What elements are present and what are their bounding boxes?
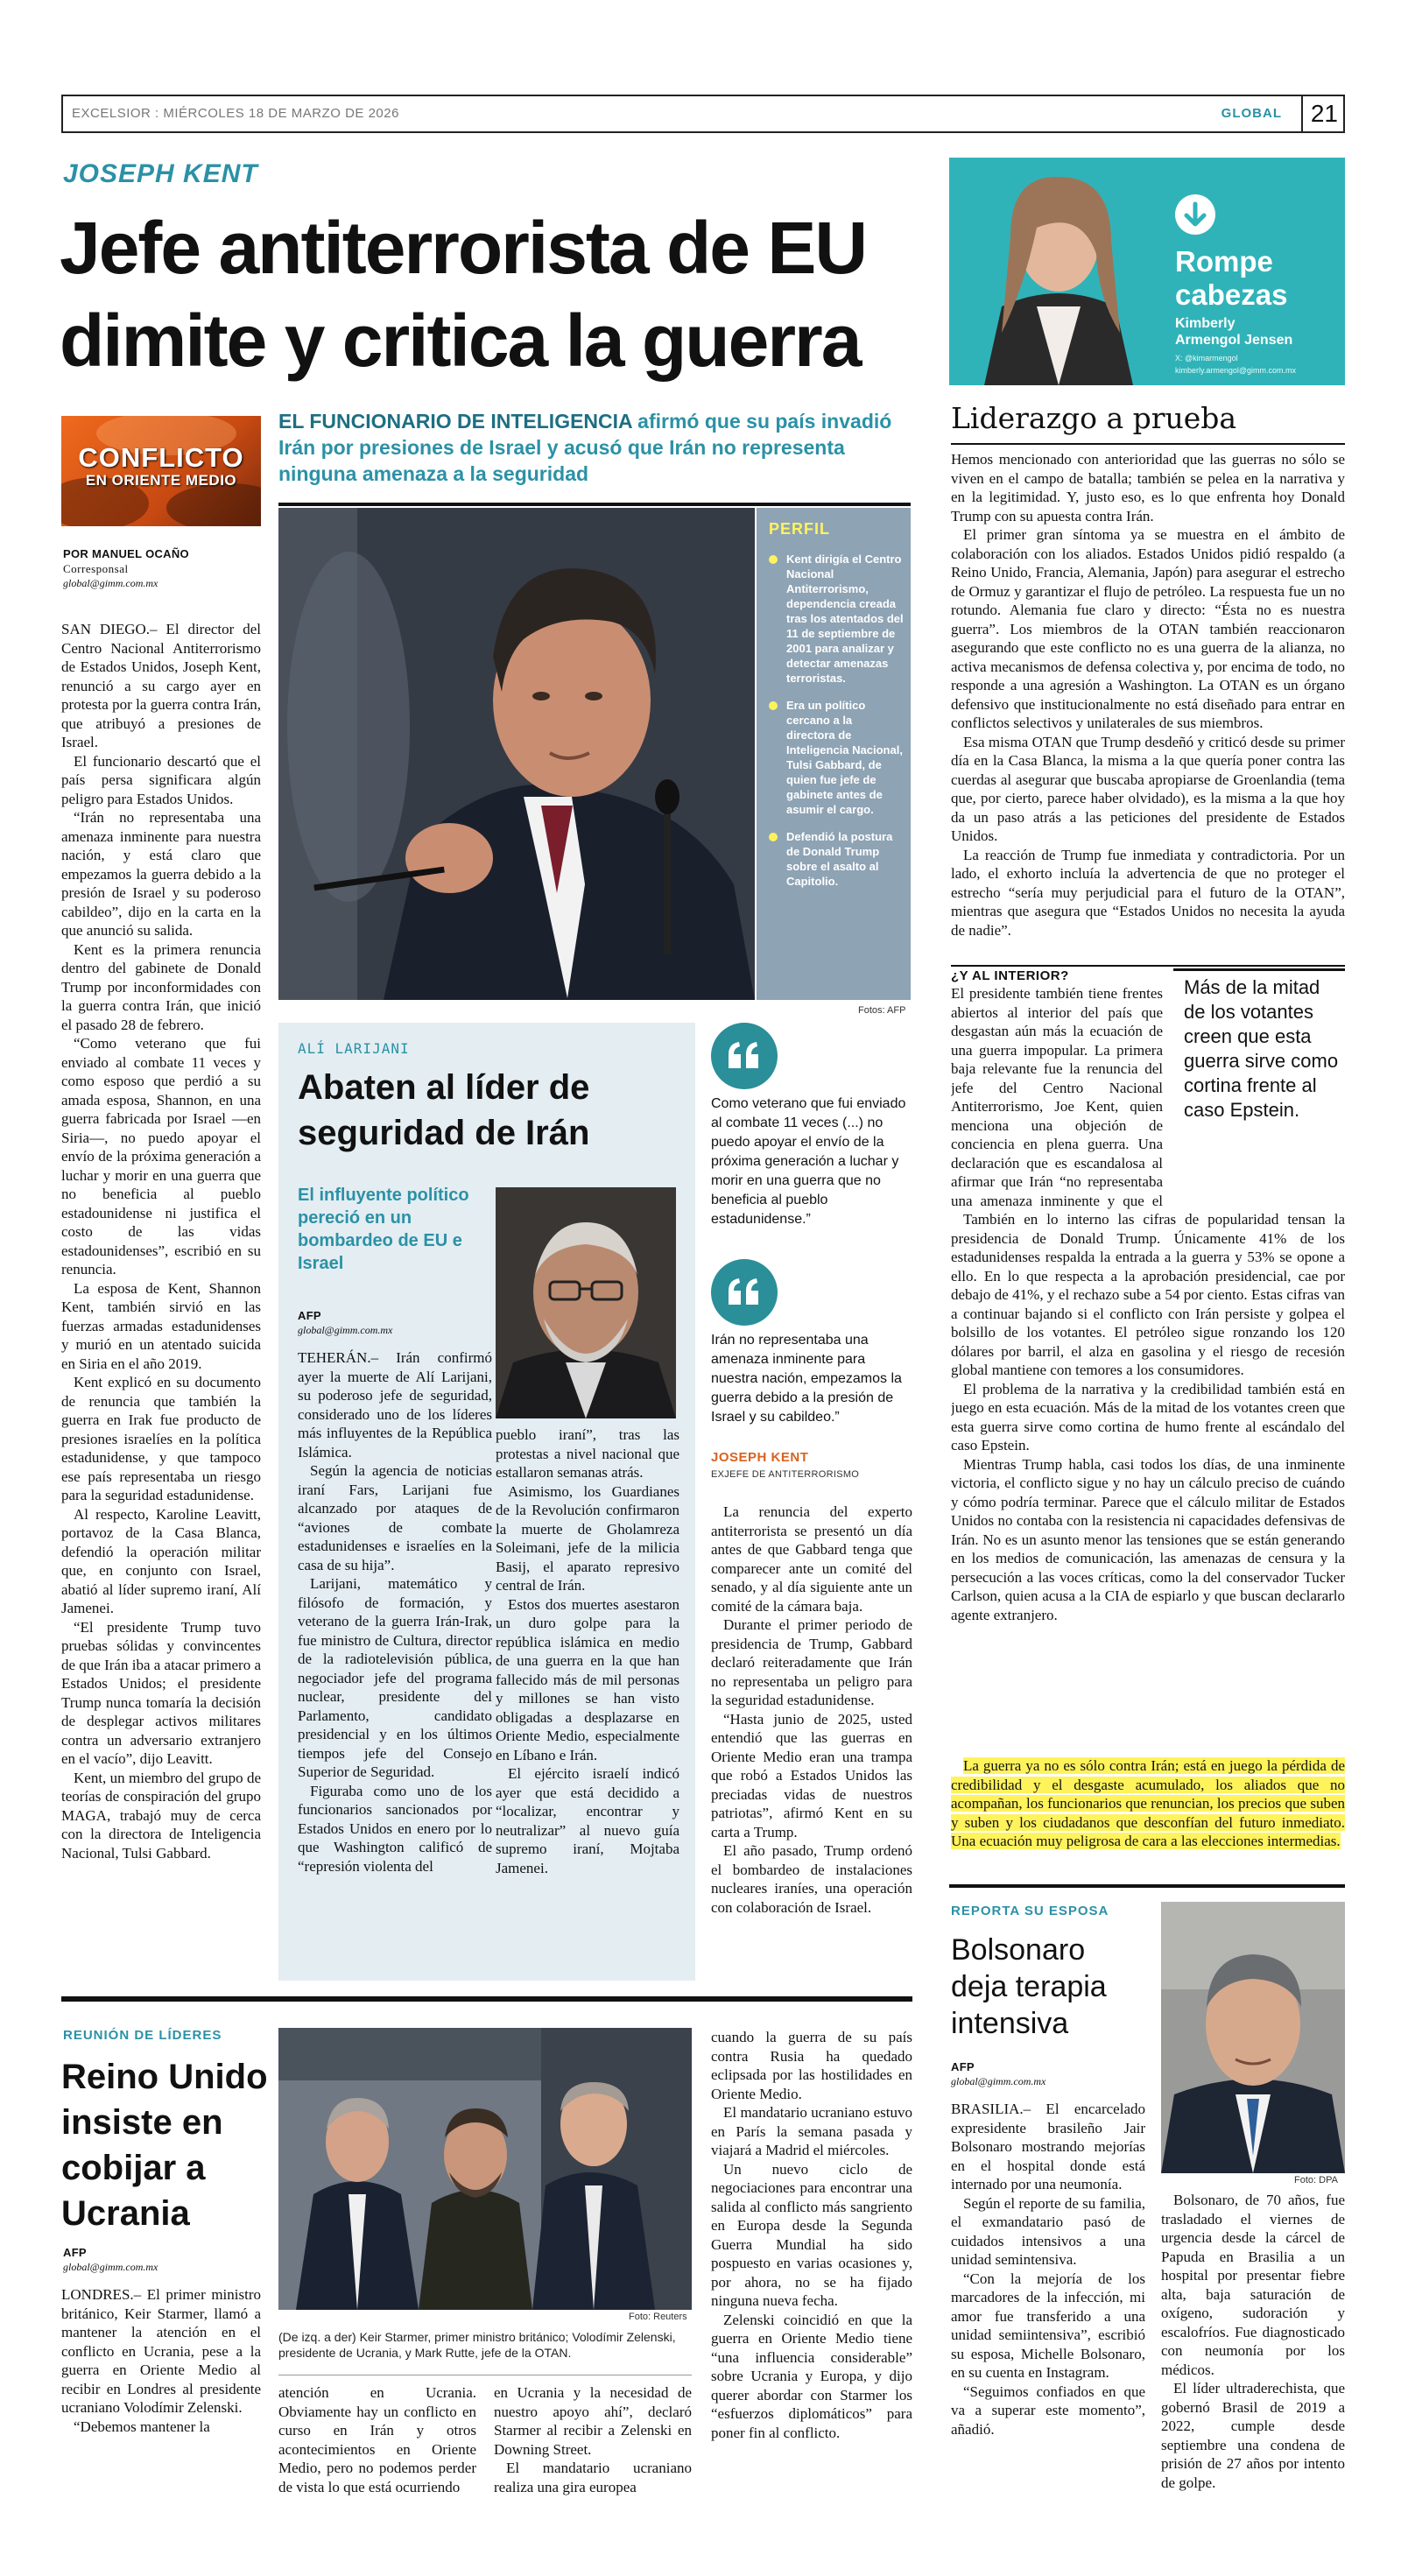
joseph-kent-photo bbox=[278, 508, 755, 1000]
larijani-kicker: ALÍ LARIJANI bbox=[298, 1040, 410, 1057]
bolsonaro-top-rule bbox=[949, 1884, 1345, 1888]
leaders-photo-credit: Foto: Reuters bbox=[629, 2312, 687, 2322]
main-headline-line1: Jefe antiterrorista de EU bbox=[60, 207, 867, 289]
bolsonaro-headline: Bolsonaro deja terapia intensiva bbox=[951, 1933, 1107, 2040]
profile-item: Era un político cercano a la directora de Inteligencia Nacional, Tulsi Gabbard, de quien fue jefe de gabinete antes de asumir el cargo. bbox=[769, 698, 904, 817]
main-subhead-rest: afirmó que su país invadió Irán por presiones de Israel y acusó que Irán no representa ninguna amenaza a la seguridad bbox=[278, 410, 892, 485]
main-photo-top-rule bbox=[278, 503, 911, 506]
main-headline-line2: dimite y critica la guerra bbox=[60, 299, 861, 382]
header-divider bbox=[1301, 96, 1303, 131]
quote-icon bbox=[711, 1023, 778, 1089]
profile-item: Kent dirigía el Centro Nacional Antiterrorismo, dependencia creada tras los atentados del 11 de septiembre de 2001 para analizar y detectar amenazas terroristas. bbox=[769, 552, 904, 686]
column-subhead-rule bbox=[951, 965, 1345, 967]
uk-col2: atención en Ucrania. Obviamente hay un conflicto en curso en Irán y otros acontecimientos en Oriente Medio, pero no podemos perder de vista lo que está ocurriendo bbox=[278, 2384, 476, 2495]
bolsonaro-col2: Bolsonaro, de 70 años, fue trasladado el viernes de urgencia desde la cárcel de Papuda en Brasilia a un hospital por presentar fiebre alta, baja saturación de oxígeno, sudoración y escalofríos. Fue diagnosticado con neumonía por los médicos. El líder ultraderechista, que gobernó Brasil de 2019 a 2022, cumple desde septiembre una condena de prisión de 27 años por intento de golpe. bbox=[1161, 2192, 1345, 2491]
larijani-photo bbox=[496, 1187, 676, 1418]
profile-box bbox=[757, 508, 911, 1000]
uk-col1: LONDRES.– El primer ministro británico, Keir Starmer, llamó a mantener la atención en el conflicto en Ucrania, pese a la guerra en Oriente Medio al recibir en Londres al presidente ucraniano Volodímir Zelenski. “Debemos mantener la bbox=[61, 2286, 261, 2435]
main-subhead-lead: EL FUNCIONARIO DE INTELIGENCIA bbox=[278, 410, 632, 433]
uk-byline bbox=[63, 2245, 264, 2275]
uk-col4: cuando la guerra de su país contra Rusia ha quedado eclipsada por las hostilidades en Oriente Medio. El mandatario ucraniano estuvo en París la semana pasada y viajará a Madrid el miércoles. Un nuevo ciclo de negociaciones para encontrar una salida al conflicto más sangriento en Europa desde la Segunda Guerra Mundial ha sido pospuesto en varias ocasiones y, por ahora, no se ha fijado ninguna nueva fecha. Zelenski coincidió en que la guerra en Oriente Medio tiene “una influencia considerable” sobre Ucrania y Europa, y dijo querer abordar con Starmer los “esfuerzos diplomáticos” para poner fin al conflicto. bbox=[711, 2029, 912, 2441]
bolsonaro-byline bbox=[951, 2059, 1144, 2089]
main-story-col4: La renuncia del experto antiterrorista se presentó un día antes de que Gabbard tenga que comparecer ante un comité del senado, y al día siguiente ante un comité de la cámara baja. Durante el primer periodo de presidencia de Trump, Gabbard declaró reiteradamente que Irán no representaba un peligro para la seguridad estadunidense. “Hasta junio de 2025, usted entendió que las guerras en Oriente Medio eran una trampa que robó a Estados Unidos las preciadas vidas de nuestros patriotas”, afirmó Kent en su carta a Trump. El año pasado, Trump ordenó el bombardeo de instalaciones nucleares iraníes, una operación con colaboración de Israel. bbox=[711, 1503, 912, 1916]
main-subhead bbox=[278, 408, 909, 487]
profile-item: Defendió la postura de Donald Trump sobre el asalto al Capitolio. bbox=[769, 829, 904, 889]
quote-1-text: Como veterano que fui enviado al combate 11 veces (...) no puedo apoyar el envío de la próxima generación a luchar y morir en una guerra que no beneficia al pueblo estadunidense.” bbox=[711, 1096, 906, 1227]
joseph-kent-illustration bbox=[278, 508, 755, 1000]
column-headline-rule bbox=[951, 443, 1345, 445]
columnist-name-line2: Armengol Jensen bbox=[1175, 333, 1293, 348]
section-label: GLOBAL bbox=[1221, 106, 1282, 121]
uk-byline-author: AFP bbox=[63, 2246, 87, 2259]
columnist-name bbox=[1175, 315, 1292, 348]
column-highlight bbox=[951, 1756, 1345, 1851]
badge-subtitle: EN ORIENTE MEDIO bbox=[85, 472, 237, 489]
column-subhead: ¿Y AL INTERIOR? bbox=[951, 968, 1069, 983]
main-byline-email: global@gimm.com.mx bbox=[63, 577, 158, 589]
main-byline bbox=[63, 546, 264, 591]
pullquote-rule bbox=[1173, 968, 1345, 971]
column-title bbox=[1175, 245, 1287, 312]
main-story-col1: SAN DIEGO.– El director del Centro Nacional Antiterrorismo de Estados Unidos, Joseph Kent, renunció a su cargo ayer en protesta por la guerra contra Irán, que atribuyó a presiones de Israel. El funcionario descartó que el país persa significara algún peligro para Estados Unidos. “Irán no representaba una amenaza inminente para nuestra nación, y está claro que empezamos la guerra debido a la presión de Israel y su poderoso cabildeo”, dijo en la carta en la que anunció su salida. Kent es la primera renuncia dentro del gabinete de Donald Trump por inconformidades con la guerra contra Irán, que inició el pasado 28 de febrero. “Como veterano que fui enviado al combate 11 veces y como esposo que perdió a su amada esposa, Shannon, en una guerra fabricada por Israel —en Siria—, no puedo apoyar el envío de la próxima generación a luchar y morir en una guerra que no beneficia al pueblo estadounidense ni justifica el costo de las vidas estadounidenses”, escribió en su renuncia. La esposa de Kent, Shannon Kent, también sirvió en las fuerzas armadas estadunidenses y murió en un atentado suicida en Siria en el año 2019. Kent explicó en su documento de renuncia que también la guerra en Irak fue producto de presiones israelíes en la política estadunidense, y que tampoco ese país representaba un riesgo para la seguridad estadunidense. Al respecto, Karoline Leavitt, portavoz de la Casa Blanca, defendió la operación militar que, en conjunto con Israel, abatió al líder supremo iraní, Alí Jamenei. “El presidente Trump tuvo pruebas sólidas y convincentes de que Irán iba a atacar primero a Estados Unidos; el presidente Trump nunca tomaría la decisión de desplegar activos militares contra un adversario extranjero en el vacío”, dijo Leavitt. Kent, un miembro del grupo de teorías de conspiración del grupo MAGA, trabajó muy de cerca con la directora de Inteligencia Nacional, Tulsi Gabbard. bbox=[61, 621, 261, 1862]
column-text-a: Hemos mencionado con anterioridad que las guerras no sólo se viven en el campo de batalla; también se pelea en la narrativa y en la legitimidad. Y, justo eso, es lo que enfrenta hoy Donald Trump con su apuesta contra Irán. El primer gran síntoma ya se muestra en el ámbito de colaboración con los aliados. Estados Unidos pidió respaldo (a Reino Unido, Francia, Alemania, Japón) para asegurar el estrecho de Ormuz y garantizar el flujo de petróleo. La respuesta fue un no rotundo. Alemania fue claro y directo: “Ésta no es nuestra guerra”. Los miembros de la OTAN también reaccionaron asegurando que este conflicto no es una guerra de la alianza, no activa mecanismos de defensa colectiva y, por encima de todo, no responde a una agresión a Washington. La OTAN es un órgano defensivo que institucionalmente no está diseñado para entrar en conflictos selectivos y unilaterales de sus miembros. Esa misma OTAN que Trump desdeñó y criticó desde su primer día en la Casa Blanca, la misma a la que quería poner contra las cuerdas al asegurar que buscaba apropiarse de Groenlandia (tema que, por cierto, parece haber olvidado), es la misma a la que hoy da un paso atrás a las peticiones del presidente de Estados Unidos. La reacción de Trump fue inmediata y contradictoria. Por un lado, el exhorto incluía la advertencia de que no proteger el estrecho “sería muy perjudicial para el futuro de la OTAN”, mientras que asegura que “Estados Unidos no necesita la ayuda de nadie”. bbox=[951, 451, 1345, 939]
down-arrow-icon bbox=[1175, 194, 1215, 235]
bolsonaro-photo-credit: Foto: DPA bbox=[1294, 2175, 1338, 2185]
profile-title: PERFIL bbox=[769, 520, 831, 538]
badge-title: CONFLICTO bbox=[78, 442, 244, 473]
main-byline-author: POR MANUEL OCAÑO bbox=[63, 547, 189, 560]
uk-byline-email: global@gimm.com.mx bbox=[63, 2261, 158, 2273]
bolsonaro-col1: BRASILIA.– El encarcelado expresidente brasileño Jair Bolsonaro mostrando mejorías en el hospital donde está internado por una neumonía. Según el reporte de su familia, el exmandatario pasó de cuidados intensivos a una unidad semintensiva. “Con la mejoría de los marcadores de la infección, mi amor fue transferido a una unidad semiintensiva”, escribió su esposa, Michelle Bolsonaro, en su cuenta en Instagram. “Seguimos confiados en que va a superar este momento”, añadió. bbox=[951, 2101, 1145, 2438]
column-header-box bbox=[949, 158, 1345, 385]
columnist-portrait bbox=[949, 158, 1168, 385]
leaders-photo bbox=[278, 2028, 692, 2310]
column-text-b-narrow: El presidente también tiene frentes abiertos al interior del país que desgastan aún más la ecuación de una guerra impopular. La primera baja relevante fue la renuncia del jefe del Centro Nacional Antiterrorismo, Joe Kent, quien menciona una objeción de conciencia en plena guerra. Una declaración que es escandalosa al afirmar que Irán “no representaba una amenaza inminente y que el bbox=[951, 985, 1163, 1209]
quote-icon bbox=[711, 1259, 778, 1326]
page-header bbox=[61, 95, 1345, 133]
bolsonaro-kicker: REPORTA SU ESPOSA bbox=[951, 1904, 1109, 1918]
main-photo-credit: Fotos: AFP bbox=[858, 1005, 906, 1016]
column-title-line1: Rompe bbox=[1175, 245, 1273, 278]
bolsonaro-illustration bbox=[1161, 1902, 1345, 2173]
bullet-dot-icon bbox=[769, 833, 778, 841]
columnist-handle: X: @kimarmengol bbox=[1175, 354, 1238, 362]
column-pullquote: Más de la mitad de los votantes creen que esta guerra sirve como cortina frente al caso Epstein. bbox=[1184, 976, 1339, 1121]
uk-col3: en Ucrania y la necesidad de nuestro apoyo ahí”, declaró Starmer al recibir a Zelenski en Downing Street. El mandatario ucraniano realiza una gira europea bbox=[494, 2384, 692, 2495]
highlighted-text: La guerra ya no es sólo contra Irán; está en juego la pérdida de credibilidad y el desgaste acumulado, los aliados que no acompañan, los funcionarios que renuncian, los precios que suben y suben y los ciudadanos que desconfían del futuro inmediato. Una ecuación muy peligrosa de cara a las elecciones intermedias. bbox=[951, 1757, 1345, 1849]
column-headline: Liderazgo a prueba bbox=[951, 401, 1237, 435]
page-number: 21 bbox=[1310, 100, 1338, 127]
main-kicker: JOSEPH KENT bbox=[63, 159, 258, 188]
larijani-col1: TEHERÁN.– Irán confirmó ayer la muerte de Alí Larijani, su poderoso jefe de seguridad, considerado uno de los líderes más influyentes de la República Islámica. Según la agencia de noticias iraní Fars, Larijani fue alcanzado por ataques de “aviones de combate estadunidenses e israelíes en la casa de su hija”. Larijani, matemático y filósofo de formación, y veterano de la guerra Irán-Irak, fue ministro de Cultura, director de la radiotelevisión pública, negociador jefe del programa nuclear, presidente del Parlamento, candidato presidencial y en los últimos tiempos jefe del Consejo Superior de Seguridad. Figuraba como uno de los funcionarios sancionados por Estados Unidos en enero por lo que Washington calificó de “represión violenta del bbox=[298, 1349, 492, 1875]
bolsonaro-byline-email: global@gimm.com.mx bbox=[951, 2075, 1046, 2087]
main-headline bbox=[60, 201, 953, 387]
bolsonaro-photo bbox=[1161, 1902, 1345, 2173]
quote-author-role: EXJEFE DE ANTITERRORISMO bbox=[711, 1469, 860, 1480]
leaders-photo-caption: (De izq. a der) Keir Starmer, primer ministro británico; Volodímir Zelenski, presidente de Ucrania, y Mark Rutte, jefe de la OTAN. bbox=[278, 2330, 676, 2360]
uk-top-rule bbox=[61, 1996, 912, 2002]
quote-2-text: Irán no representaba una amenaza inminente para nuestra nación, empezamos la guerra debido a la presión de Israel y su cabildeo.” bbox=[711, 1333, 902, 1425]
bullet-dot-icon bbox=[769, 555, 778, 564]
uk-headline: Reino Unido insiste en cobijar a Ucrania bbox=[61, 2058, 268, 2233]
bullet-dot-icon bbox=[769, 701, 778, 710]
larijani-box bbox=[278, 1023, 695, 1981]
date-line: EXCELSIOR : MIÉRCOLES 18 DE MARZO DE 2026 bbox=[72, 106, 399, 121]
columnist-name-line1: Kimberly bbox=[1175, 316, 1236, 331]
leaders-illustration bbox=[278, 2028, 692, 2310]
quote-author: JOSEPH KENT bbox=[711, 1450, 809, 1465]
main-byline-role: Corresponsal bbox=[63, 562, 129, 575]
larijani-byline bbox=[298, 1308, 490, 1338]
profile-list bbox=[769, 552, 904, 889]
column-text-b-wide: También en lo interno las cifras de popularidad tensan la presidencia de Donald Trump. Únicamente 41% de los estadunidenses respalda la entrada a la guerra y 53% se opone a ello. En lo que respecta a la aprobación presidencial, cae por debajo de 41%, y el rechazo sube a 54 por ciento. Estas cifras van a continuar bajando si el conflicto con Irán persiste y golpea el bolsillo de los votantes. El petróleo sigue ronzando los 120 dólares por barril, el alza en gasolina y el riesgo de recesión global mantiene con temores a los consumidores. El problema de la narrativa y la credibilidad también está en juego en esta ecuación. Más de la mitad de los votantes creen que esta guerra sirve como cortina de humo frente al escándalo del caso Epstein. Mientras Trump habla, casi todos los días, de una inminente victoria, el conflicto sigue y no hay un cálculo preciso de cuándo y cómo podría terminar. Parece que el cálculo militar de Estados Unidos no contaba con la resistencia ni capacidades defensivas de Irán. No es un asunto menor las tensiones que se están generando en los medios de comunicación, las amenazas de censura y la persecución a las voces críticas, como la del conservador Tucker Carlson, quien acusa a la CIA de espiarlo y que buscan declararlo agente extranjero. bbox=[951, 1211, 1345, 1623]
uk-kicker: REUNIÓN DE LÍDERES bbox=[63, 2028, 222, 2043]
larijani-headline: Abaten al líder de seguridad de Irán bbox=[298, 1068, 590, 1152]
column-title-line2: cabezas bbox=[1175, 278, 1288, 311]
larijani-subhead: El influyente político pereció en un bombardeo de EU e Israel bbox=[298, 1186, 469, 1273]
larijani-byline-author: AFP bbox=[298, 1309, 321, 1322]
bolsonaro-byline-author: AFP bbox=[951, 2060, 975, 2073]
larijani-illustration bbox=[496, 1187, 676, 1418]
section-badge-conflicto bbox=[61, 416, 261, 526]
larijani-col2: pueblo iraní”, tras las protestas a nivel nacional que estallaron semanas atrás. Asimismo, los Guardianes de la Revolución confirmaron la muerte de Gholamreza Soleimani, jefe de la milicia Basij, el aparato represivo central de Irán. Estos dos muertes asestaron un duro golpe para la república islámica en medio de una guerra en la que han fallecido más de mil personas y millones se han visto obligadas a desplazarse en Oriente Medio, especialmente en Líbano e Irán. El ejército israelí indicó ayer que está decidido a “localizar, encontrar y neutralizar” al nuevo guía supremo iraní, Mojtaba Jamenei. bbox=[496, 1426, 679, 1876]
columnist-email: kimberly.armengol@gimm.com.mx bbox=[1175, 366, 1296, 375]
larijani-byline-email: global@gimm.com.mx bbox=[298, 1324, 393, 1336]
